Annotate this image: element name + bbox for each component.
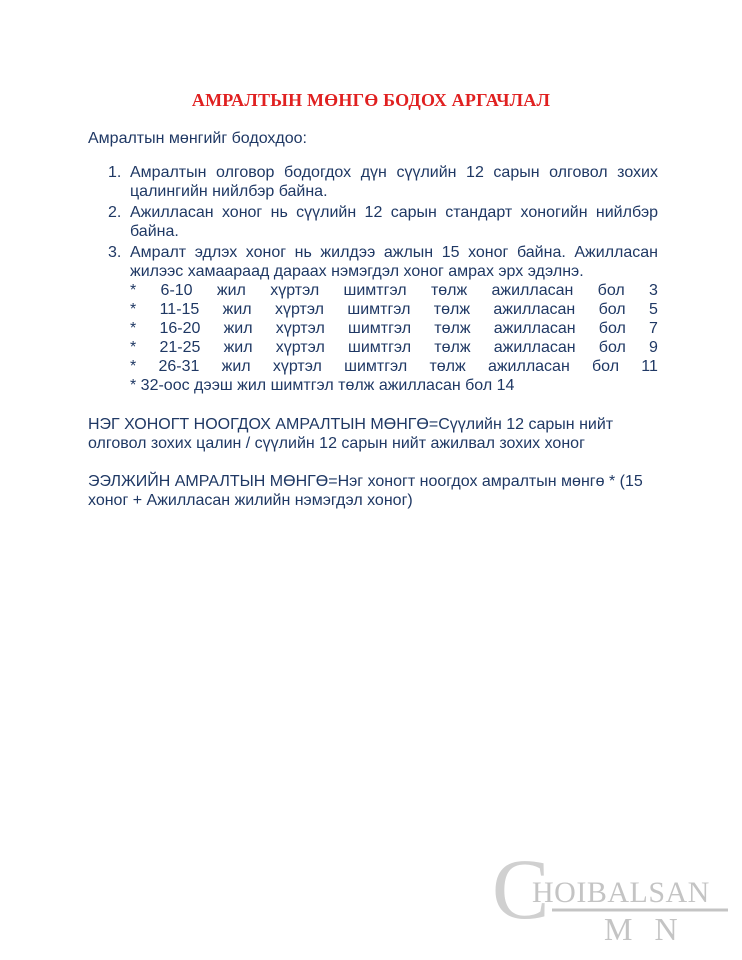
bonus-days-word: жил [223,339,253,356]
watermark-text: HOIBALSAN [532,876,710,909]
watermark-letter: C [492,846,550,937]
site-watermark-logo [492,846,730,946]
bonus-days-word: хүртэл [275,320,325,337]
bonus-days-row [130,300,658,319]
bonus-days-word: * [130,282,137,299]
bonus-days-word: 7 [649,320,658,337]
bonus-days-word: бол [598,320,626,337]
bonus-days-word: төлж [434,339,471,356]
bonus-days-word: * [130,358,137,375]
bonus-days-word: 26-31 [158,358,200,375]
bonus-days-word: хүртэл [272,358,322,375]
bonus-days-word: ажилласан [493,320,576,337]
bonus-days-row [130,338,658,357]
bonus-days-word: * [130,320,137,337]
list-item-text: Ажилласан хоног нь сүүлийн 12 сарын стандарт хоногийн нийлбэр байна. [130,204,658,240]
bonus-days-word: жил [222,301,252,318]
list-number: 3. [108,244,122,261]
daily-pay-formula: НЭГ ХОНОГТ НООГДОХ АМРАЛТЫН МӨНГӨ=Сүүлийн 12 сарын нийт олговол зохих цалин / сүүлийн 12 сарын нийт ажилвал зохих хоног [88,416,614,452]
bonus-days-word: төлж [434,320,471,337]
list-item-text: Амралт эдлэх хоног нь жилдээ ажлын 15 хоног байна. Ажилласан жилээс хамаараад дараах нэмэгдэл хоног амрах эрх эдэлнэ. [130,244,658,280]
bonus-days-word: жил [216,282,246,299]
bonus-days-row [130,376,658,395]
bonus-days-row [130,281,658,300]
bonus-days-word: шимтгэл [347,320,412,337]
bonus-days-word: бол [598,301,626,318]
bonus-days-text: * 32-оос дээш жил шимтгэл төлж ажилласан бол 14 [130,377,515,394]
bonus-days-word: 3 [649,282,658,299]
bonus-days-word: төлж [430,282,468,299]
document-title: АМРАЛТЫН МӨНГӨ БОДОХ АРГАЧЛАЛ [191,90,551,110]
bonus-days-word: хүртэл [270,282,320,299]
watermark-subtext: MN [604,911,700,946]
bonus-days-word: шимтгэл [347,301,411,318]
annual-leave-pay-formula: ЭЭЛЖИЙН АМРАЛТЫН МӨНГӨ=Нэг хоногт ноогдох амралтын мөнгө * (15 хоног + Ажилласан жилийн нэмэгдэл хоног) [88,473,643,509]
bonus-days-word: хүртэл [274,301,325,318]
list-item [108,163,658,201]
bonus-days-word: бол [592,358,620,375]
bonus-days-word: 6-10 [160,282,193,299]
bonus-days-word: 5 [648,301,658,318]
numbered-list [108,163,658,397]
bonus-days-word: хүртэл [275,339,325,356]
list-number: 2. [108,204,122,221]
bonus-days-word: шимтгэл [344,358,408,375]
bonus-days-word: 9 [649,339,658,356]
list-number: 1. [108,164,122,181]
bonus-days-list [130,281,658,376]
bonus-days-word: шимтгэл [343,282,407,299]
bonus-days-word: бол [597,282,625,299]
bonus-days-word: ажилласан [491,282,574,299]
list-item [108,243,658,395]
bonus-days-word: төлж [429,358,466,375]
bonus-days-word: ажилласан [487,358,570,375]
intro-text: Амралтын мөнгийг бодохдоо: [88,130,307,147]
bonus-days-word: ажилласан [493,301,576,318]
bonus-days-word: 11-15 [159,301,200,318]
bonus-days-word: жил [223,320,253,337]
list-item [108,203,658,241]
bonus-days-word: * [130,339,137,356]
bonus-days-word: 16-20 [159,320,201,337]
bonus-days-word: төлж [433,301,471,318]
list-item-text: Амралтын олговор бодогдох дүн сүүлийн 12 сарын олговол зохих цалингийн нийлбэр байна. [130,164,658,200]
bonus-days-word: бол [598,339,626,356]
bonus-days-word: ажилласан [493,339,576,356]
bonus-days-row [130,319,658,338]
bonus-days-word: 11 [641,358,658,375]
bonus-days-word: шимтгэл [347,339,412,356]
list-item-body [130,243,658,395]
bonus-days-word: жил [221,358,251,375]
bonus-days-word: 21-25 [159,339,201,356]
bonus-days-row [130,357,658,376]
bonus-days-word: * [130,301,137,318]
